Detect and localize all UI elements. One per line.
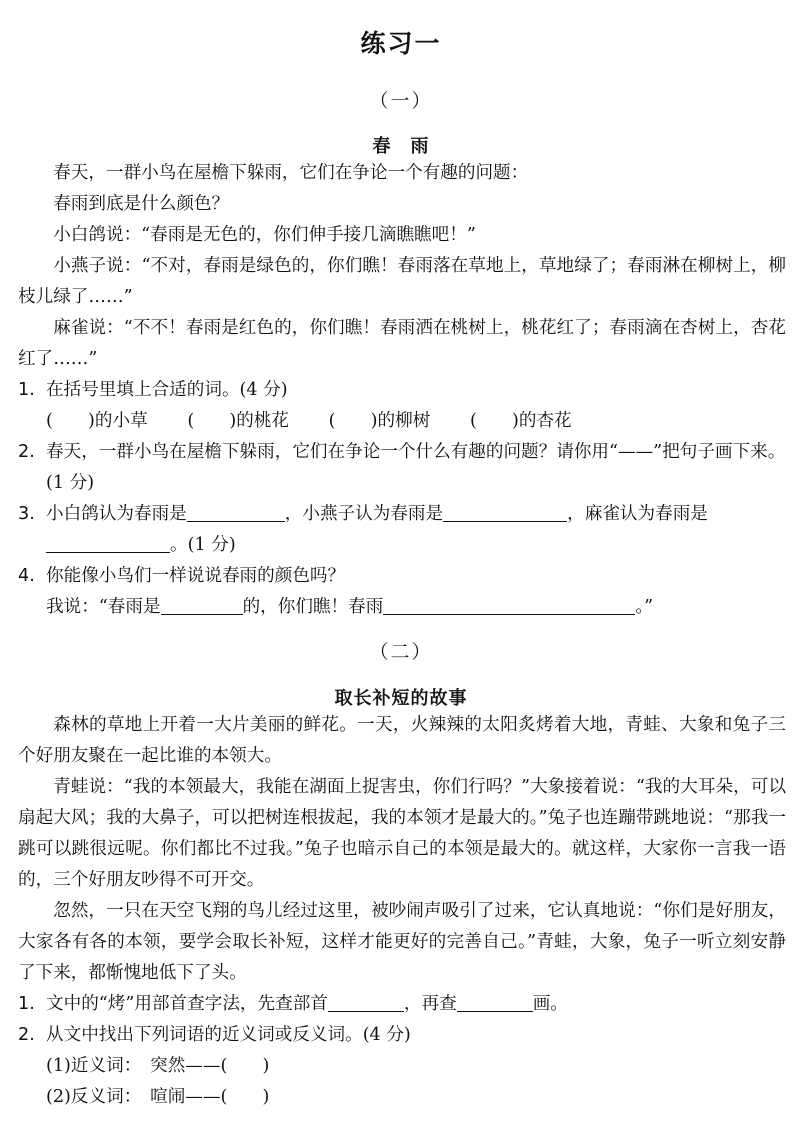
blank-phrase: 的小草 xyxy=(94,411,148,431)
question-text: 小白鸽认为春雨是 xyxy=(46,504,187,524)
question-number: 1. xyxy=(18,380,35,400)
question-number: 4. xyxy=(18,566,35,586)
question-text: ，小燕子认为春雨是 xyxy=(284,504,444,524)
answer-blank[interactable] xyxy=(457,993,533,1012)
section-1-label: （一） xyxy=(369,90,433,112)
question-text: 从文中找出下列词语的近义词或反义词。(4 分) xyxy=(46,1025,411,1045)
story-title-1: 春 雨 xyxy=(372,136,430,157)
paragraph: 麻雀说：“不不！春雨是红色的，你们瞧！春雨洒在桃树上，桃花红了；春雨滴在杏树上，杏花红了……” xyxy=(18,318,786,369)
sub-question-word: 喧闹—— xyxy=(150,1087,221,1107)
question-3 xyxy=(18,499,786,561)
question-number: 3. xyxy=(18,504,35,524)
question-4 xyxy=(18,561,786,623)
sub-question-label: (2)反义词： xyxy=(46,1087,142,1107)
answer-paren[interactable]: ( ) xyxy=(220,1056,270,1076)
answer-blank[interactable] xyxy=(161,596,243,615)
sub-question xyxy=(18,1051,786,1082)
answer-blank[interactable] xyxy=(443,503,567,522)
question-text: 春天，一群小鸟在屋檐下躲雨，它们在争论一个什么有趣的问题？请你用“——”把句子画下来。(1 分) xyxy=(46,442,786,493)
paragraph: 青蛙说：“我的本领最大，我能在湖面上捉害虫，你们行吗？”大象接着说：“我的大耳朵，可以扇起大风；我的大鼻子，可以把树连根拔起，我的本领才是最大的。”兔子也连蹦带跳地说：“那我一跳可以跳很远呢。你们都比不过我。”兔子也暗示自己的本领是最大的。就这样，大家你一言我一语的，三个好朋友吵得不可开交。 xyxy=(18,777,786,890)
question-text: 文中的“烤”用部首查字法，先查部首 xyxy=(46,994,328,1014)
sub-question xyxy=(18,1082,786,1113)
question-text: 在括号里填上合适的词。(4 分) xyxy=(46,380,288,400)
paragraph: 春天，一群小鸟在屋檐下躲雨，它们在争论一个有趣的问题： xyxy=(53,163,529,183)
answer-blank[interactable] xyxy=(383,596,635,615)
page-title: 练习一 xyxy=(360,29,442,58)
sub-question-label: (1)近义词： xyxy=(46,1056,142,1076)
answer-blank[interactable] xyxy=(328,993,404,1012)
answer-prompt: 的，你们瞧！春雨 xyxy=(242,597,384,617)
question-text: 你能像小鸟们一样说说春雨的颜色吗？ xyxy=(46,566,346,586)
question-1-section-2 xyxy=(18,989,786,1020)
blank-phrase: 的杏花 xyxy=(518,411,572,431)
question-2 xyxy=(18,437,786,499)
paragraph: 小白鸽说：“春雨是无色的，你们伸手接几滴瞧瞧吧！” xyxy=(53,225,476,245)
question-1 xyxy=(18,375,786,437)
answer-blank[interactable] xyxy=(187,503,285,522)
answer-prompt: 。” xyxy=(635,597,654,617)
question-number: 2. xyxy=(18,1025,35,1045)
story-title-2: 取长补短的故事 xyxy=(334,688,468,709)
paragraph: 小燕子说：“不对，春雨是绿色的，你们瞧！春雨落在草地上，草地绿了；春雨淋在柳树上，柳枝儿绿了……” xyxy=(18,256,786,307)
question-2-section-2 xyxy=(18,1020,786,1113)
answer-line xyxy=(18,592,786,623)
question-text: 。(1 分) xyxy=(170,535,236,555)
paragraph: 森林的草地上开着一大片美丽的鲜花。一天，火辣辣的太阳炙烤着大地，青蛙、大象和兔子三个好朋友聚在一起比谁的本领大。 xyxy=(18,715,786,766)
blank-phrase: 的桃花 xyxy=(236,411,290,431)
question-text: 画。 xyxy=(532,994,568,1014)
question-text: ，麻雀认为春雨是 xyxy=(567,504,708,524)
question-number: 1. xyxy=(18,994,35,1014)
blank-phrase: 的柳树 xyxy=(377,411,431,431)
section-2-label: （二） xyxy=(369,641,433,663)
question-number: 2. xyxy=(18,442,35,462)
question-text: ，再查 xyxy=(403,994,457,1014)
sub-question-word: 突然—— xyxy=(150,1056,221,1076)
paragraph: 忽然，一只在天空飞翔的鸟儿经过这里，被吵闹声吸引了过来，它认真地说：“你们是好朋友，大家各有各的本领，要学会取长补短，这样才能更好的完善自己。”青蛙，大象，兔子一听立刻安静了下来，都惭愧地低下了头。 xyxy=(18,901,786,983)
answer-paren[interactable]: ( ) xyxy=(220,1087,270,1107)
answer-prompt: 我说：“春雨是 xyxy=(46,597,161,617)
answer-blank[interactable] xyxy=(46,534,170,553)
answer-row: ( )的小草 ( )的桃花 ( )的柳树 ( )的杏花 xyxy=(46,411,572,431)
paragraph: 春雨到底是什么颜色？ xyxy=(53,194,230,214)
